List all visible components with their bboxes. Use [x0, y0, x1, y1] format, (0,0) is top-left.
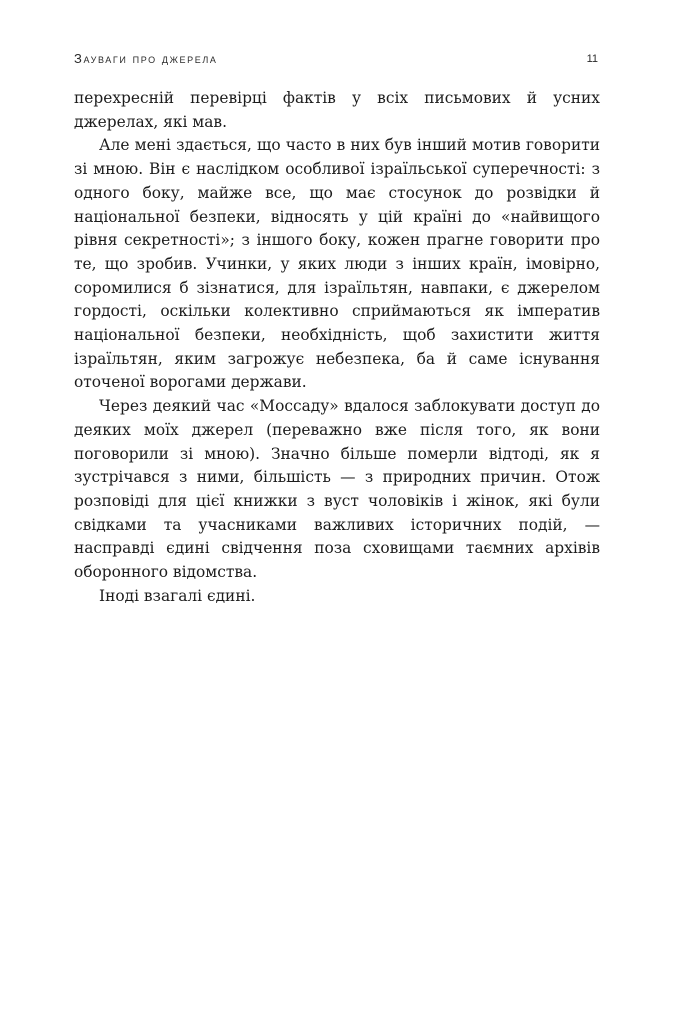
paragraph: Іноді взагалі єдині.: [99, 586, 256, 605]
running-head-title: Зауваги про джерела: [74, 51, 218, 66]
page-number: 11: [586, 53, 598, 65]
body-text: [74, 87, 600, 608]
paragraph: Але мені здається, що часто в них був інший мотив говорити зі мною. Він є наслідком особливої ізраїльської суперечності: з одного боку, майже все, що має стосунок до розвідки й національної безпеки, відносять у цій країні до «найвищого рівня секретності»; з іншого боку, кожен прагне говорити про те, що зробив. Учинки, у яких люди з інших країн, імовірно, соромилися б зізнатися, для ізраїльтян, навпаки, є джерелом гордості, оскільки колективно сприймаються як імператив національної безпеки, необхідність, щоб захистити життя ізраїльтян, яким загрожує небезпека, ба й саме існування оточеної ворогами держави.: [74, 136, 600, 392]
paragraph: Через деякий час «Моссаду» вдалося заблокувати доступ до деяких моїх джерел (переважно вже після того, як вони поговорили зі мною). Значно більше померли відтоді, як я зустрічався з ними, більшість — з природних причин. Отож розповіді для цієї книжки з вуст чоловіків і жінок, які були свідками та учасниками важливих історичних подій, — насправді єдині свідчення поза сховищами таємних архівів оборонного відомства.: [74, 397, 600, 582]
paragraph-continued: перехресній перевірці фактів у всіх письмових й усних джерелах, які мав.: [74, 89, 600, 131]
